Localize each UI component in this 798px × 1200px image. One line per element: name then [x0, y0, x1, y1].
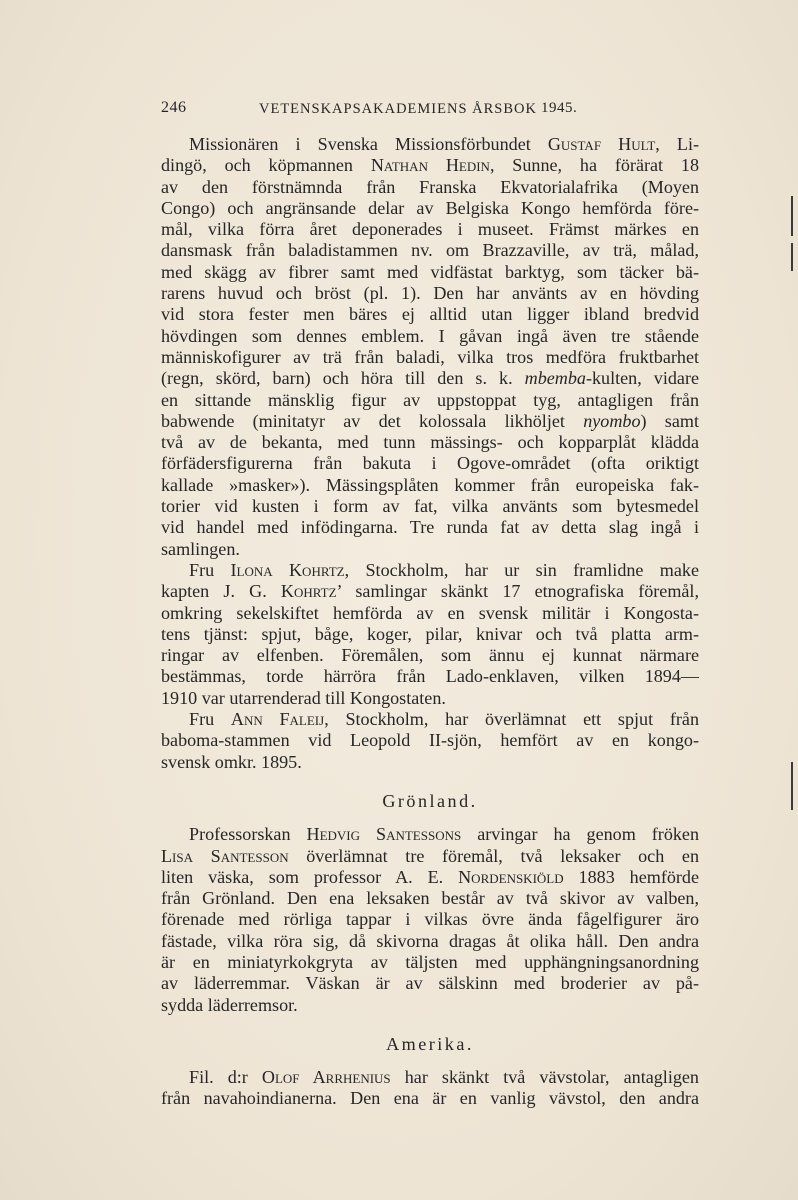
text-line: vid stora fester men bäres ej alltid utan ligger ibland bredvid [161, 304, 699, 325]
text-line: torier vid kusten i form av fat, vilka använts som bytesmedel [161, 496, 699, 517]
body-text [161, 134, 699, 1110]
paragraph-gap [161, 812, 699, 824]
text-line: 1910 var utarrenderad till Kongostaten. [161, 687, 446, 708]
text-line: två av de bekanta, med tunn mässings- och kopparplåt klädda [161, 432, 699, 453]
text-line: är en miniatyrkokgryta av täljsten med upphängningsanordning [161, 951, 699, 972]
text-line: fästade, vilka röra sig, då skivorna dragas åt olika håll. Den andra [161, 930, 699, 951]
text-line: dansmask från baladistammen nv. om Brazzaville, av trä, målad, [161, 240, 699, 261]
text-line: Missionären i Svenska Missionsförbundet Gustaf Hult, Li- [189, 134, 699, 154]
text-line: en sittande mänsklig figur av uppstoppat tyg, antagligen från [161, 389, 699, 410]
text-line: med skägg av fibrer samt med vidfästat barktyg, som täcker bä- [161, 261, 699, 282]
text-line: Fil. d:r Olof Arrhenius har skänkt två vävstolar, antagligen [189, 1067, 699, 1088]
text-line: Lisa Santesson överlämnat tre föremål, två leksaker och en [161, 845, 699, 866]
running-title: VETENSKAPSAKADEMIENS ÅRSBOK [259, 101, 537, 117]
text-line: vid handel med infödingarna. Tre runda fat av detta slag ingå i [161, 517, 699, 538]
edge-mark [791, 243, 793, 271]
text-line: tens tjänst: spjut, båge, koger, pilar, knivar och två platta arm- [161, 623, 699, 644]
text-line: från navahoindianerna. Den ena är en vanlig vävstol, den andra [161, 1088, 699, 1109]
text-line: ringar av elfenben. Föremålen, som ännu ej kunnat närmare [161, 645, 699, 666]
text-line: förfädersfigurerna från bakuta i Ogove-området (ofta oriktigt [161, 453, 699, 474]
text-line: från Grönland. Den ena leksaken består av två skivor av valben, [161, 888, 699, 909]
text-line: hövdingen som dennes emblem. I gåvan ingå även tre stående [161, 325, 699, 346]
text-line: Fru Ann Faleij, Stockholm, har överlämnat ett spjut från [189, 709, 699, 730]
page-number: 246 [161, 99, 187, 116]
running-header [161, 99, 699, 121]
text-line: människofigurer av trä från baladi, vilka tros medföra fruktbarhet [161, 346, 699, 367]
edge-mark [791, 196, 793, 236]
text-line: samlingen. [161, 538, 240, 559]
text-line: baboma-stammen vid Leopold II-sjön, hemfört av en kongo- [161, 730, 699, 751]
text-line: kallade »masker»). Mässingsplåten kommer från europeiska fak- [161, 474, 699, 495]
paragraph-gap [161, 1016, 699, 1034]
paragraph-gap [161, 773, 699, 791]
edge-mark [791, 762, 793, 810]
text-line: av den förstnämnda från Franska Ekvatorialafrika (Moyen [161, 176, 699, 197]
text-line: sydda läderremsor. [161, 994, 298, 1015]
section-heading: Grönland. [382, 790, 478, 811]
text-line: babwende (minitatyr av det kolossala likhöljet nyombo) samt [161, 410, 699, 431]
paragraph-gap [161, 1055, 699, 1067]
text-line: förenade med rörliga tappar i vilkas övre ända fågelfigurer äro [161, 909, 699, 930]
section-heading: Amerika. [386, 1033, 474, 1054]
text-line: Professorskan Hedvig Santessons arvingar ha genom fröken [189, 824, 699, 845]
text-line: Congo) och angränsande delar av Belgiska Kongo hemförda före- [161, 197, 699, 218]
text-line: liten väska, som professor A. E. Nordenskiöld 1883 hemförde [161, 866, 699, 887]
text-line: kapten J. G. Kohrtz’ samlingar skänkt 17 etnografiska föremål, [161, 581, 699, 602]
text-line: svensk omkr. 1895. [161, 751, 302, 772]
running-year: 1945. [541, 100, 578, 116]
text-line: bestämmas, torde härröra från Lado-enklaven, vilken 1894— [161, 666, 699, 687]
text-line: rarens huvud och bröst (pl. 1). Den har använts av en hövding [161, 283, 699, 304]
text-line: (regn, skörd, barn) och höra till den s. k. mbemba-kulten, vidare [161, 368, 699, 389]
text-line: omkring sekelskiftet hemförda av en svensk militär i Kongosta- [161, 602, 699, 623]
text-line: av läderremmar. Väskan är av sälskinn med broderier av på- [161, 973, 699, 994]
text-line: mål, vilka förra året deponerades i museet. Främst märkes en [161, 219, 699, 240]
text-line: Fru Ilona Kohrtz, Stockholm, har ur sin framlidne make [189, 559, 699, 580]
text-line: dingö, och köpmannen Nathan Hedin, Sunne, ha förärat 18 [161, 155, 699, 176]
